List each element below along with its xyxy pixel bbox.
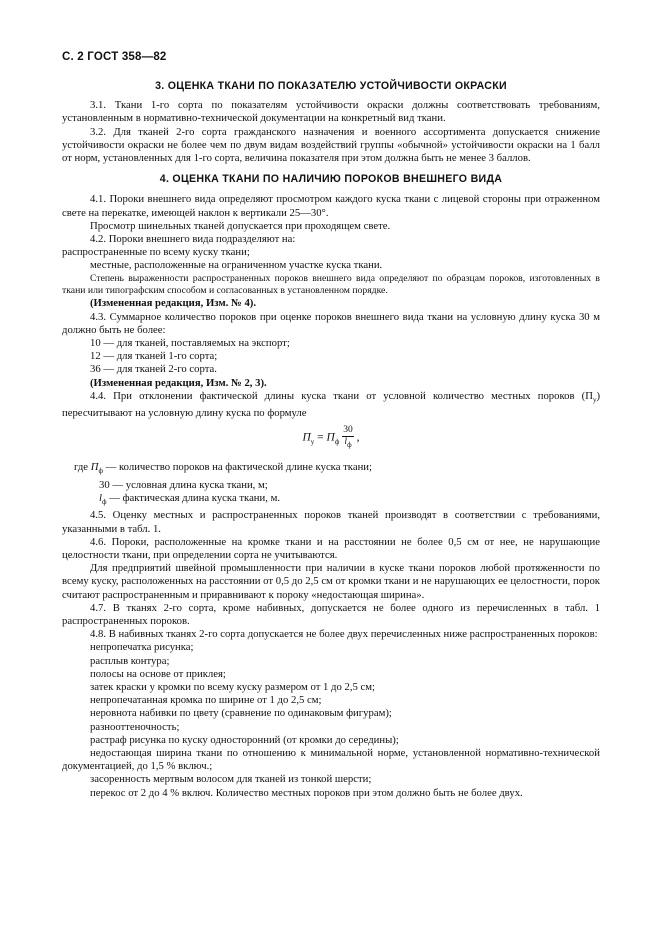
paragraph-4-6b: Для предприятий швейной промышленности при наличии в куске ткани пороков любой протяженности по всему куску, расположенных на расстоянии от 0,5 до 2,5 см от кромки ткани и не нарушающих ее целостности, порок считают распространенным и приравнивают к пороку «недостающая ширина». [62,562,600,601]
page-content [62,80,600,800]
formula-legend-2: 30 — условная длина куска ткани, м; [99,478,268,491]
edition-note-1: (Измененная редакция, Изм. № 4). [90,297,257,310]
list-item: засоренность мертвым волосом для тканей из тонкой шерсти; [90,773,372,786]
paragraph-4-5: 4.5. Оценку местных и распространенных пороков тканей производят в соответствии с требованиями, указанными в табл. 1. [62,509,600,535]
paragraph-3-2: 3.2. Для тканей 2-го сорта гражданского назначения и военного ассортимента допускается снижение устойчивости окраски не более чем по двум видам воздействий группы «обычной» устойчивости окраски на 1 балл от норм, установленных для 1-го сорта, величина показателя при этом должна быть не менее 3 баллов. [62,125,600,165]
paragraph-4-2c: Степень выраженности распространенных пороков внешнего вида определяют по образцам пороков, изготовленных в ткани или типографским способом и согласованных в установленном порядке. [62,272,600,297]
section-4-title: 4. ОЦЕНКА ТКАНИ ПО НАЛИЧИЮ ПОРОКОВ ВНЕШНЕГО ВИДА [159,173,503,186]
list-item: разнооттеночность; [90,720,180,733]
list-item: непропечатка рисунка; [90,641,194,654]
paragraph-4-2a: распространенные по всему куску ткани; [62,246,250,259]
formula-legend-3: $l_ф$ — фактическая длина куска ткани, м. [99,491,281,507]
page-header: С. 2 ГОСТ 358—82 [62,51,167,63]
list-item: раcтраф рисунка по куску односторонний (от кромки до середины); [90,733,399,746]
paragraph-4-3b: 12 — для тканей 1-го сорта; [90,350,218,363]
paragraph-4-1: 4.1. Пороки внешнего вида определяют просмотром каждого куска ткани с лицевой стороны при отраженном свете на перекатке, имеющей наклон к вертикали 25—30°. [62,193,600,219]
paragraph-4-6: 4.6. Пороки, расположенные на кромке ткани и на расстоянии не более 0,5 см от нее, не нарушающие целостности ткани, при определении сорта не учитываются. [62,535,600,561]
section-3-title: 3. ОЦЕНКА ТКАНИ ПО ПОКАЗАТЕЛЮ УСТОЙЧИВОСТИ ОКРАСКИ [155,80,507,92]
paragraph-4-3: 4.3. Суммарное количество пороков при оценке пороков внешнего вида ткани на условную длину куска 30 м должно быть не более: [62,310,600,336]
list-item: непропечатанная кромка по ширине от 1 до 2,5 см; [90,694,322,707]
list-item: расплыв контура; [90,654,170,667]
paragraph-4-3a: 10 — для тканей, поставляемых на экспорт; [90,337,290,350]
list-item: перекос от 2 до 4 % включ. Количество местных пороков при этом должно быть не более двух. [90,786,523,799]
paragraph-4-3c: 36 — для тканей 2-го сорта. [90,363,217,376]
paragraph-4-2b: местные, расположенные на ограниченном участке куска ткани. [90,259,383,272]
paragraph-4-8: 4.8. В набивных тканях 2-го сорта допускается не более двух перечисленных ниже распространенных пороков: [90,628,598,641]
paragraph-4-1b: Просмотр шинельных тканей допускается при проходящем свете. [90,219,391,232]
list-item: полосы на основе от приклея; [90,667,226,680]
list-item: недостающая ширина ткани по отношению к минимальной норме, установленной нормативно-технической документацией, до 1,5 % включ.; [62,746,600,773]
paragraph-4-7: 4.7. В тканях 2-го сорта, кроме набивных, допускается не более одного из перечисленных в табл. 1 распространенных пороков. [62,601,600,627]
edition-note-2: (Измененная редакция, Изм. № 2, 3). [90,376,267,389]
paragraph-3-1: 3.1. Ткани 1-го сорта по показателям устойчивости окраски должны соответствовать требованиям, установленным в нормативно-технической документации на конкретный вид ткани. [62,99,600,125]
formula-fraction: $\frac{30}{l_ф}$ [343,425,353,450]
formula-legend-1: где $П_ф$ — количество пороков на фактической длине куска ткани; [74,461,372,476]
list-item: неровнота набивки по цвету (сравнение по одинаковым фигурам); [90,707,392,720]
paragraph-4-2: 4.2. Пороки внешнего вида подразделяют на: [90,233,296,246]
paragraph-4-4: 4.4. При отклонении фактической длины куска ткани от условной количество местных пороков $(П_у)$ пересчитывают на условную длину куска по формуле [62,389,600,420]
formula: $П_у = П_ф$ $\frac{30}{l_ф}$ , [302,425,360,450]
list-item: затек краски у кромки по всему куску размером от 1 до 2,5 см; [90,680,376,693]
